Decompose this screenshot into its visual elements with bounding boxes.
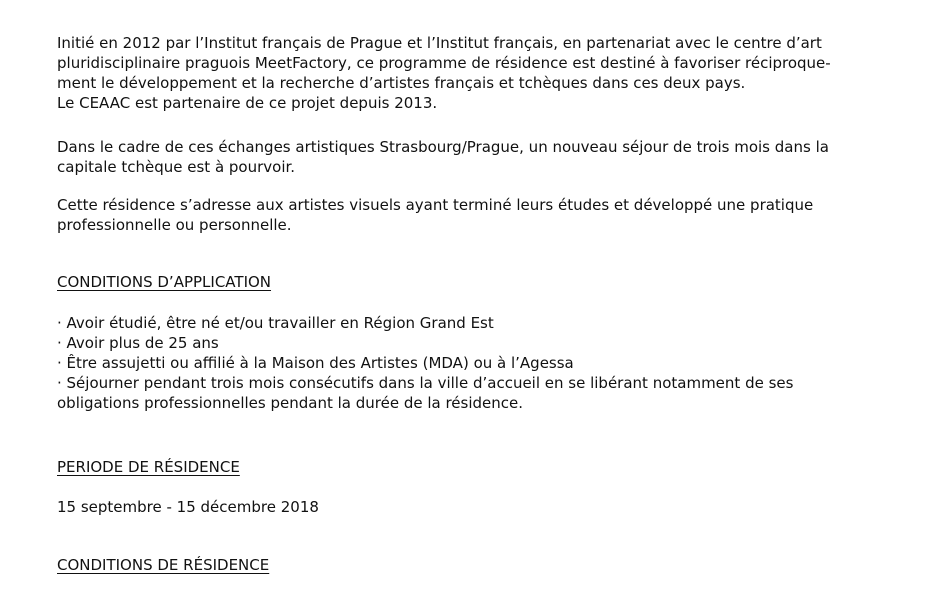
list-item: · Être assujetti ou affilié à la Maison des Artistes (MDA) ou à l’Agessa [57, 354, 574, 372]
audience-paragraph [57, 195, 877, 235]
text-line: pluridisciplinaire praguois MeetFactory, ce programme de résidence est destiné à favoriser réciproque- [57, 54, 831, 72]
text-line: Initié en 2012 par l’Institut français de Prague et l’Institut français, en partenariat avec le centre d’art [57, 34, 822, 52]
exchange-paragraph [57, 137, 877, 177]
text-line: Cette résidence s’adresse aux artistes visuels ayant terminé leurs études et développé une pratique [57, 196, 814, 214]
text-line: capitale tchèque est à pourvoir. [57, 158, 296, 176]
list-item: · Séjourner pendant trois mois consécutifs dans la ville d’accueil en se libérant notamment de ses [57, 374, 794, 392]
list-item: obligations professionnelles pendant la durée de la résidence. [57, 394, 524, 412]
text-line: ment le développement et la recherche d’artistes français et tchèques dans ces deux pays. [57, 74, 746, 92]
periode-heading: PERIODE DE RÉSIDENCE [57, 458, 240, 476]
conditions-application-list [57, 313, 877, 413]
list-item: · Avoir plus de 25 ans [57, 334, 219, 352]
list-item: · Avoir étudié, être né et/ou travailler en Région Grand Est [57, 314, 494, 332]
periode-dates: 15 septembre - 15 décembre 2018 [57, 498, 319, 516]
intro-paragraph [57, 33, 877, 113]
text-line: professionnelle ou personnelle. [57, 216, 292, 234]
conditions-application-heading: CONDITIONS D’APPLICATION [57, 273, 272, 291]
conditions-residence-heading: CONDITIONS DE RÉSIDENCE [57, 556, 270, 574]
text-line: Dans le cadre de ces échanges artistiques Strasbourg/Prague, un nouveau séjour de trois mois dans la [57, 138, 829, 156]
text-line: Le CEAAC est partenaire de ce projet depuis 2013. [57, 94, 438, 112]
